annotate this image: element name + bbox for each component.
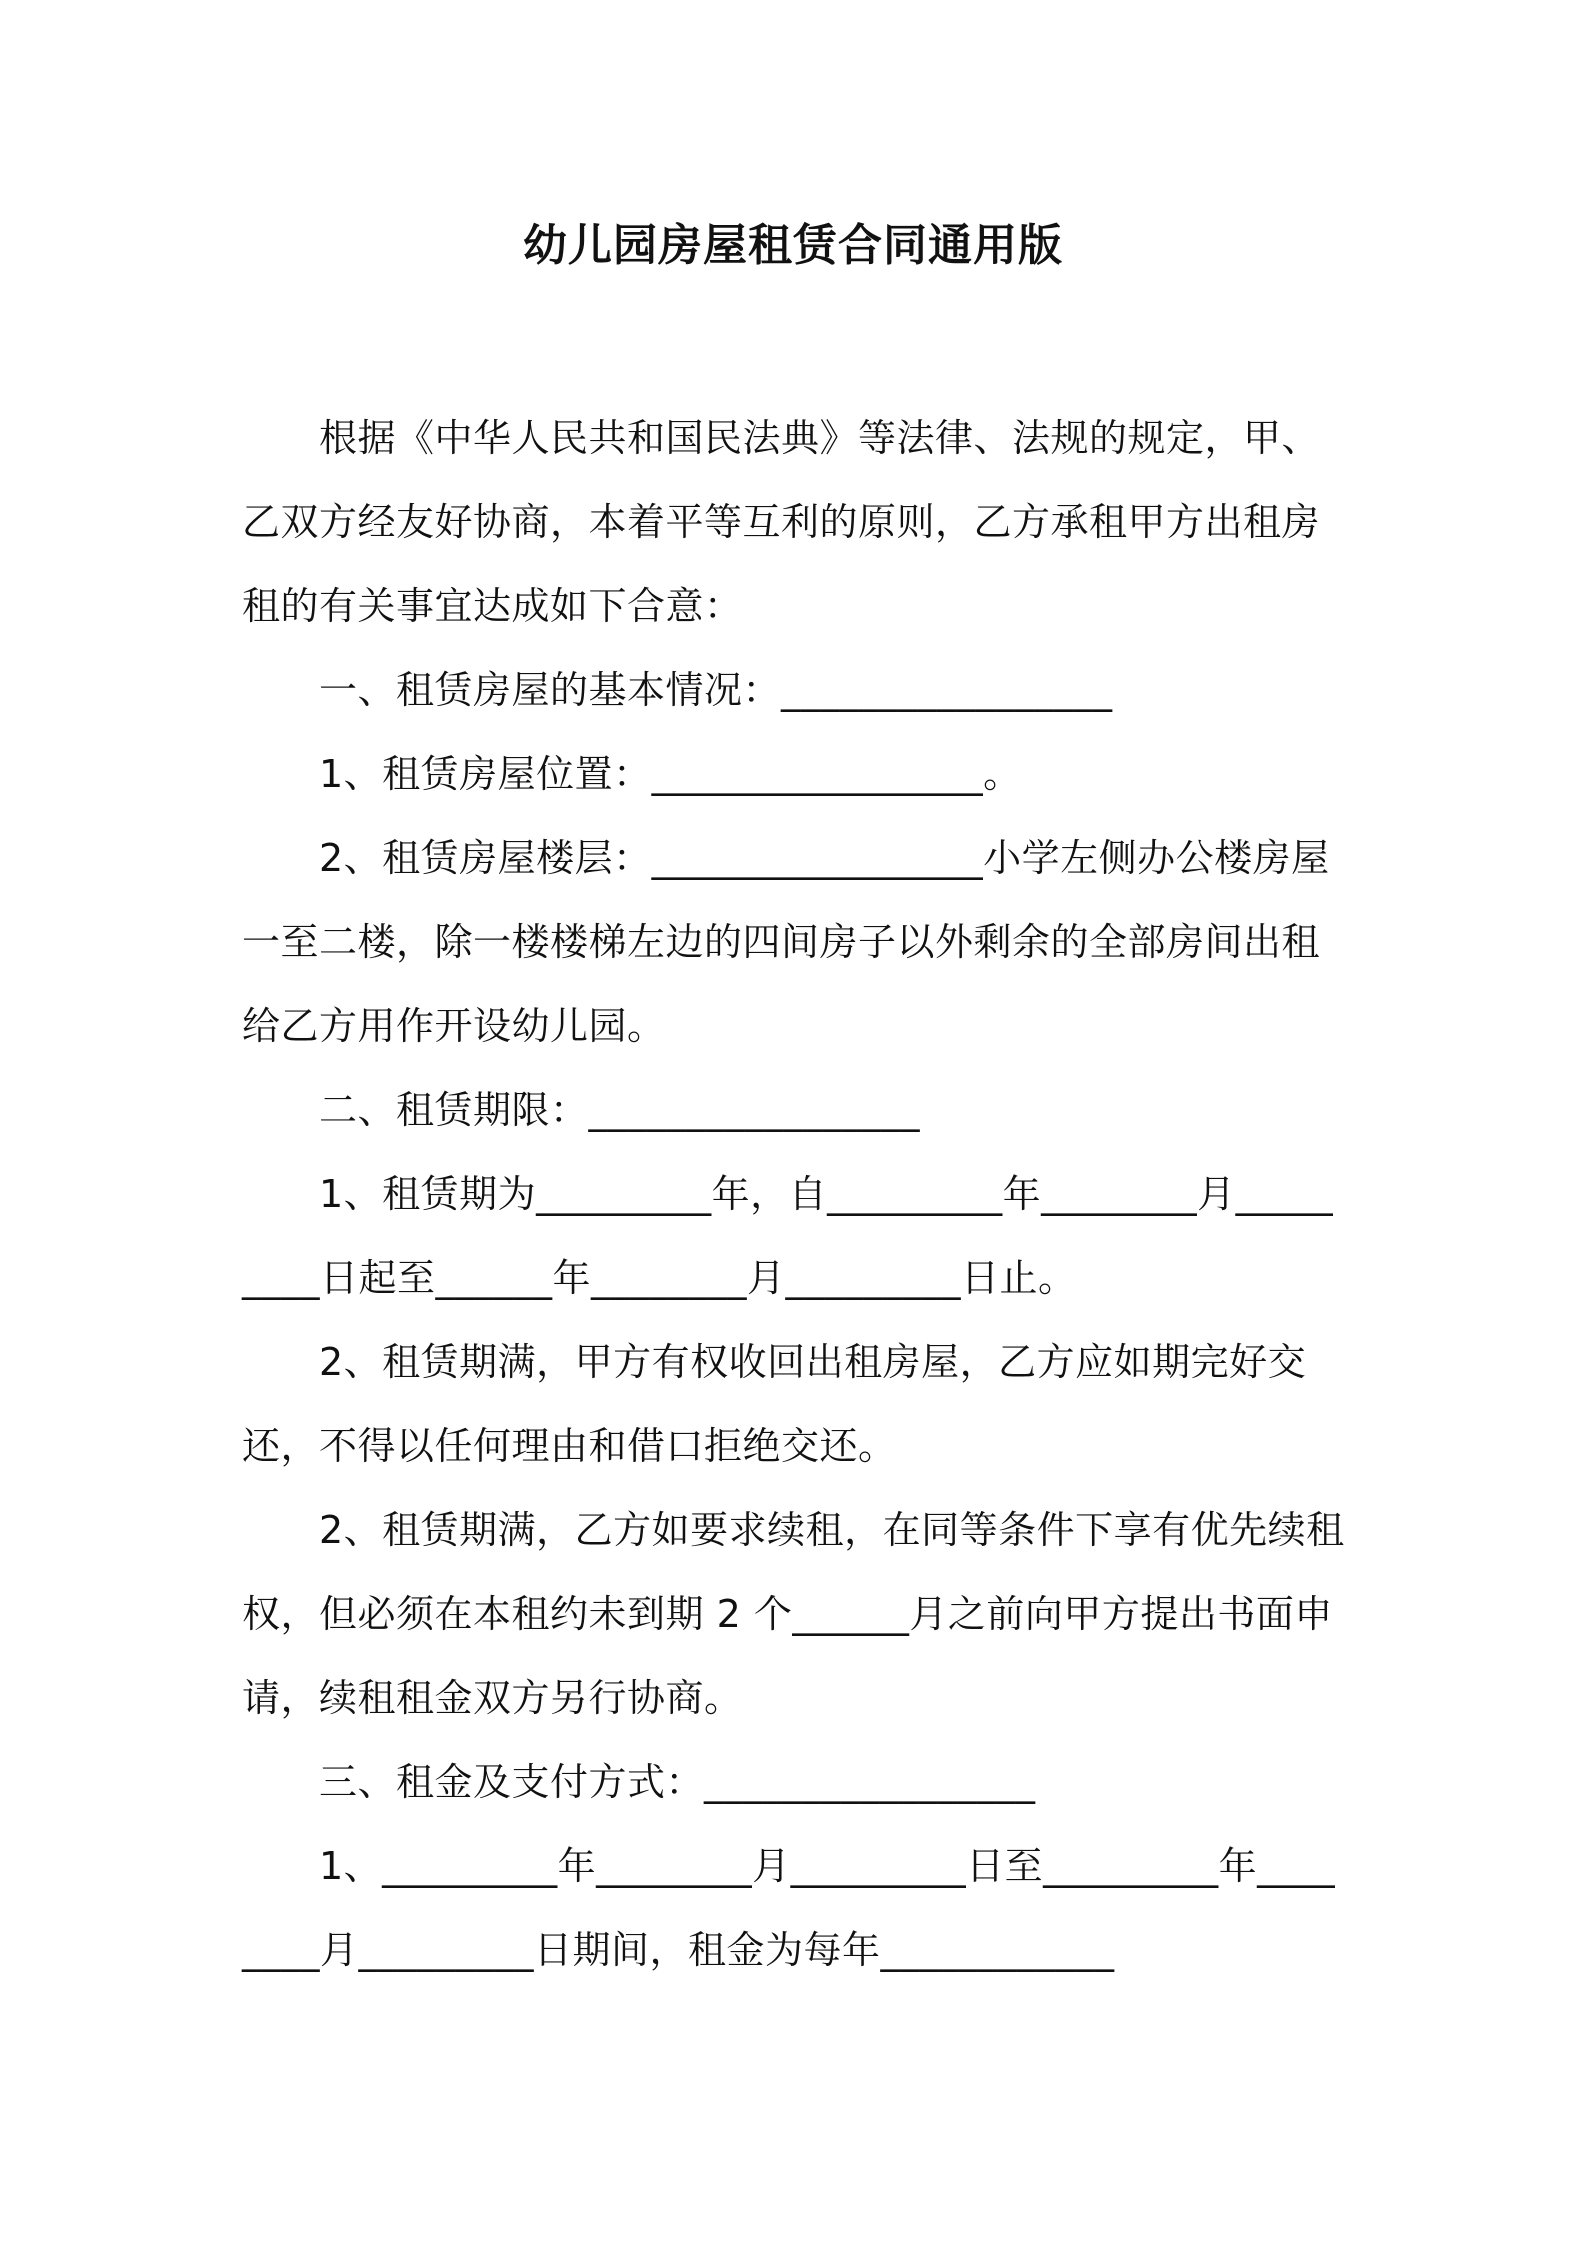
section-1-heading: 一、租赁房屋的基本情况：_________________: [242, 668, 1113, 712]
document-title: 幼儿园房屋租赁合同通用版: [523, 220, 1063, 271]
clause-2-2-expiry: 2、租赁期满，甲方有权收回出租房屋，乙方应如期完好交还，不得以任何理由和借口拒绝交还。: [242, 1340, 1307, 1468]
clause-1-2-floor: 2、租赁房屋楼层：_________________小学左侧办公楼房屋一至二楼，除一楼楼梯左边的四间房子以外剩余的全部房间出租给乙方用作开设幼儿园。: [242, 836, 1330, 1048]
clause-1-1-location: 1、租赁房屋位置：_________________。: [242, 752, 1022, 796]
clause-2-1-term: 1、租赁期为_________年，自_________年________月_________日起至______年________月_________日止。: [242, 1172, 1334, 1300]
clause-3-1-rent: 1、_________年________月_________日至_________年________月_________日期间，租金为每年____________: [242, 1844, 1336, 1972]
clause-2-3-renewal: 2、租赁期满，乙方如要求续租，在同等条件下享有优先续租权，但必须在本租约未到期 2 个______月之前向甲方提出书面申请，续租租金双方另行协商。: [242, 1508, 1345, 1720]
section-2-heading: 二、租赁期限：_________________: [242, 1088, 921, 1132]
section-3-heading: 三、租金及支付方式：_________________: [242, 1760, 1036, 1804]
preamble-paragraph: 根据《中华人民共和国民法典》等法律、法规的规定，甲、乙双方经友好协商，本着平等互利的原则，乙方承租甲方出租房租的有关事宜达成如下合意：: [242, 416, 1321, 628]
